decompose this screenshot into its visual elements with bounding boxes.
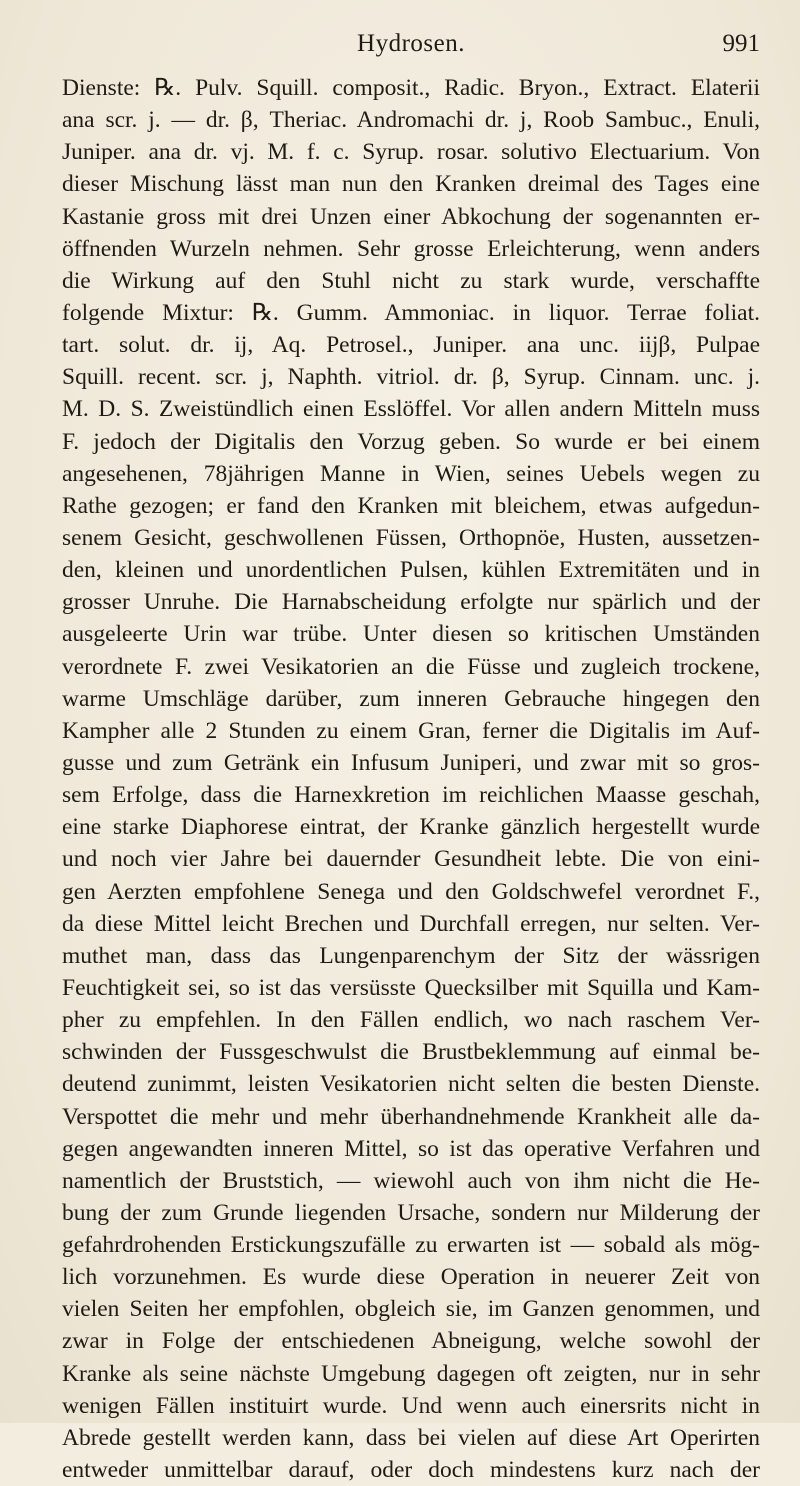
text-line: ausgeleerte Urin war trübe. Unter diesen so kritischen Umständen: [62, 621, 760, 648]
running-head: [62, 0, 760, 62]
text-line: öffnenden Wurzeln nehmen. Sehr grosse Erleichterung, wenn anders: [62, 235, 760, 262]
text-line: namentlich der Bruststich, — wiewohl auch von ihm nicht die He-: [62, 1167, 760, 1194]
text-line: zwar in Folge der entschiedenen Abneigung, welche sowohl der: [62, 1328, 760, 1355]
running-title: Hydrosen.: [357, 30, 465, 57]
text-line: dieser Mischung lässt man nun den Kranken dreimal des Tages eine: [62, 171, 760, 198]
text-line: Kampher alle 2 Stunden zu einem Gran, ferner die Digitalis im Auf-: [62, 717, 760, 744]
text-line: pher zu empfehlen. In den Fällen endlich, wo nach raschem Ver-: [62, 1007, 760, 1034]
text-line: bung der zum Grunde liegenden Ursache, sondern nur Milderung der: [62, 1199, 760, 1226]
text-line: Kastanie gross mit drei Unzen einer Abkochung der sogenannten er-: [62, 203, 760, 230]
text-line: muthet man, dass das Lungenparenchym der Sitz der wässrigen: [62, 942, 760, 969]
text-line: die Wirkung auf den Stuhl nicht zu stark wurde, verschaffte: [62, 267, 760, 294]
text-line: warme Umschläge darüber, zum inneren Gebrauche hingegen den: [62, 685, 760, 712]
text-line: da diese Mittel leicht Brechen und Durchfall erregen, nur selten. Ver-: [62, 910, 760, 937]
text-line: ana scr. j. — dr. β, Theriac. Andromachi dr. j, Roob Sambuc., Enuli,: [62, 107, 760, 134]
text-line: deutend zunimmt, leisten Vesikatorien nicht selten die besten Dienste.: [62, 1071, 760, 1098]
text-line: den, kleinen und unordentlichen Pulsen, kühlen Extremitäten und in: [62, 557, 760, 584]
text-line: verordnete F. zwei Vesikatorien an die Füsse und zugleich trockene,: [62, 653, 760, 680]
text-line: und noch vier Jahre bei dauernder Gesundheit lebte. Die von eini-: [62, 846, 760, 873]
text-line: wenigen Fällen instituirt wurde. Und wenn auch einersrits nicht in: [62, 1392, 760, 1419]
text-line: sem Erfolge, dass die Harnexkretion im reichlichen Maasse geschah,: [62, 782, 760, 809]
text-line: Abrede gestellt werden kann, dass bei vielen auf diese Art Operirten: [62, 1424, 760, 1451]
text-line: grosser Unruhe. Die Harnabscheidung erfolgte nur spärlich und der: [62, 589, 760, 616]
text-line: Feuchtigkeit sei, so ist das versüsste Quecksilber mit Squilla und Kam-: [62, 974, 760, 1001]
text-line: gen Aerzten empfohlene Senega und den Goldschwefel verordnet F.,: [62, 878, 760, 905]
text-line: Rathe gezogen; er fand den Kranken mit bleichem, etwas aufgedun-: [62, 492, 760, 519]
text-line: tart. solut. dr. ij, Aq. Petrosel., Juniper. ana unc. iijβ, Pulpae: [62, 332, 760, 359]
text-line: Verspottet die mehr und mehr überhandnehmende Krankheit alle da-: [62, 1103, 760, 1130]
text-line: vielen Seiten her empfohlen, obgleich sie, im Ganzen genommen, und: [62, 1296, 760, 1323]
text-line: entweder unmittelbar darauf, oder doch mindestens kurz nach der: [62, 1457, 760, 1484]
text-line: folgende Mixtur: ℞. Gumm. Ammoniac. in liquor. Terrae foliat.: [62, 299, 760, 326]
text-line: eine starke Diaphorese eintrat, der Kranke gänzlich hergestellt wurde: [62, 814, 760, 841]
text-line: F. jedoch der Digitalis den Vorzug geben. So wurde er bei einem: [62, 428, 760, 455]
text-line: schwinden der Fussgeschwulst die Brustbeklemmung auf einmal be-: [62, 1039, 760, 1066]
text-line: senem Gesicht, geschwollenen Füssen, Orthopnöe, Husten, aussetzen-: [62, 524, 760, 551]
text-line: gusse und zum Getränk ein Infusum Juniperi, und zwar mit so gros-: [62, 749, 760, 776]
text-line: angesehenen, 78jährigen Manne in Wien, seines Uebels wegen zu: [62, 460, 760, 487]
text-line: lich vorzunehmen. Es wurde diese Operation in neuerer Zeit von: [62, 1264, 760, 1291]
text-line: gegen angewandten inneren Mittel, so ist das operative Verfahren und: [62, 1135, 760, 1162]
body-text: [62, 62, 760, 1486]
text-line: Dienste: ℞. Pulv. Squill. composit., Radic. Bryon., Extract. Elaterii: [62, 75, 760, 101]
text-line: M. D. S. Zweistündlich einen Esslöffel. Vor allen andern Mitteln muss: [62, 396, 760, 423]
text-line: Juniper. ana dr. vj. M. f. c. Syrup. rosar. solutivo Electuarium. Von: [62, 139, 760, 166]
text-line: Squill. recent. scr. j, Naphth. vitriol. dr. β, Syrup. Cinnam. unc. j.: [62, 364, 760, 391]
text-line: gefahrdrohenden Erstickungszufälle zu erwarten ist — sobald als mög-: [62, 1232, 760, 1259]
text-line: Kranke als seine nächste Umgebung dagegen oft zeigten, nur in sehr: [62, 1360, 760, 1387]
page-number: 991: [722, 30, 760, 57]
